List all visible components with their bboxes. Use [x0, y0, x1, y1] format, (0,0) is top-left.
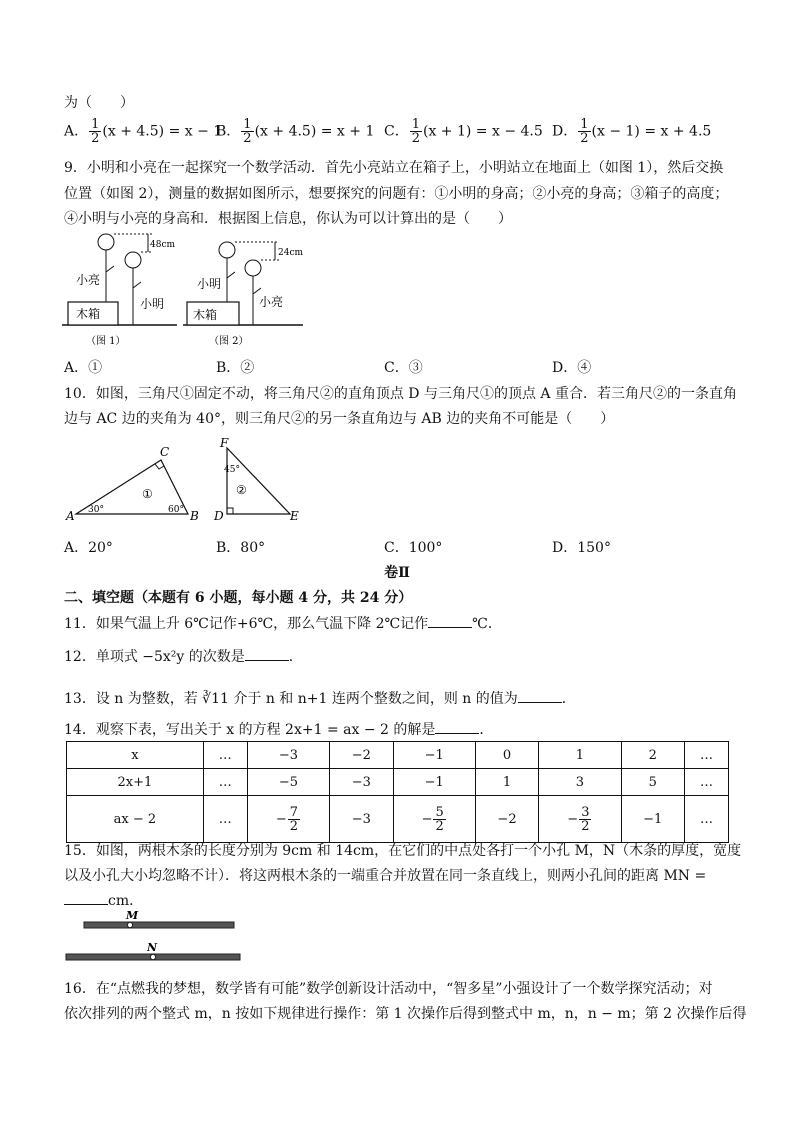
q14-suffix: ． — [479, 722, 494, 738]
q15-stem-line2: 以及小孔大小均忽略不计）．将这两根木条的一端重合并放置在同一条直线上，则两小孔间的距离 MN = — [64, 868, 707, 884]
q14 — [64, 719, 493, 739]
table-row — [67, 742, 729, 769]
option-letter: C． — [384, 123, 409, 140]
label-n: N — [147, 941, 158, 954]
head-ground — [125, 252, 141, 268]
q12-suffix: ． — [288, 649, 303, 665]
table-cell: 2 — [621, 742, 684, 769]
arm-top — [227, 272, 235, 278]
fraction: $\frac{1}{2}$ — [411, 117, 420, 146]
table-row — [67, 769, 729, 796]
q11 — [64, 613, 502, 633]
arm-ground — [133, 282, 141, 288]
label-ground-person: 小亮 — [259, 295, 284, 309]
table-cell: ax − 2 — [67, 796, 204, 843]
fraction: $\frac{1}{2}$ — [243, 117, 252, 146]
table-cell: 1 — [539, 742, 621, 769]
answer-blank[interactable] — [428, 615, 472, 628]
option-expression: (x − 1) = x + 4.5 — [591, 123, 712, 140]
q11-text: 11．如果气温上升 6℃记作+6℃，那么气温下降 2℃记作 — [64, 616, 429, 632]
arm-top — [106, 266, 114, 272]
caption: （图 1） — [86, 336, 126, 347]
table-cell: … — [684, 742, 728, 769]
label-top-person: 小亮 — [76, 273, 101, 287]
answer-blank[interactable] — [245, 648, 289, 661]
q8-option-a[interactable] — [64, 118, 222, 145]
q10-option-c[interactable]: C．100° — [384, 540, 443, 556]
hole-m — [127, 922, 132, 927]
q12-text: 12．单项式 −5x²y 的次数是 — [64, 649, 245, 665]
q15-figure — [64, 910, 264, 970]
fraction: $\frac{3}{2}$ — [581, 804, 590, 834]
q9-option-c[interactable]: C．③ — [384, 360, 423, 376]
table-cell: … — [203, 769, 247, 796]
table-cell: 0 — [475, 742, 538, 769]
q9-figure-2 — [183, 238, 303, 350]
q16-stem-line1: 16．在“点燃我的梦想，数学皆有可能”数学创新设计活动中，“智多星”小强设计了一个数学探究活动；对 — [64, 981, 713, 997]
fraction: $\frac{7}{2}$ — [289, 804, 299, 834]
section-heading: 二、填空题（本题有 6 小题，每小题 4 分，共 24 分） — [64, 590, 413, 606]
q13-suffix: ． — [561, 691, 576, 707]
answer-blank[interactable] — [435, 721, 479, 734]
q15-stem-line1: 15．如图，两根木条的长度分别为 9cm 和 14cm，在它们的中点处各打一个小孔 M，N（木条的厚度，宽度 — [64, 843, 742, 859]
table-cell: … — [203, 742, 247, 769]
q10-option-a[interactable]: A．20° — [64, 540, 113, 556]
head-top — [219, 242, 235, 258]
table-cell: −1 — [393, 769, 475, 796]
table-cell: −2 — [475, 796, 538, 843]
option-letter: A． — [64, 123, 89, 140]
table-cell: x — [67, 742, 204, 769]
table-cell: −3 — [330, 796, 393, 843]
vertex-b: B — [190, 509, 199, 523]
table-cell: 5 — [621, 769, 684, 796]
q13 — [64, 688, 576, 708]
q8-continuation: 为（ ） — [64, 95, 134, 111]
label-ground-person: 小明 — [140, 297, 165, 311]
vertex-c: C — [160, 445, 170, 459]
fraction: $\frac{5}{2}$ — [435, 804, 444, 834]
vertex-a: A — [66, 509, 75, 523]
table-cell: −1 — [393, 742, 475, 769]
q10-stem-line2: 边与 AC 边的夹角为 40°，则三角尺②的另一条直角边与 AB 边的夹角不可能是（ ） — [64, 411, 615, 427]
q10-figure — [64, 438, 314, 528]
vertex-f: F — [220, 438, 229, 450]
q8-option-b[interactable] — [216, 118, 374, 145]
q13-text: 13．设 n 为整数，若 ∛11 介于 n 和 n+1 连两个整数之间，则 n 的值为 — [64, 691, 518, 707]
triangle-2 — [227, 448, 290, 514]
q14-table — [66, 741, 729, 843]
triangle-2-mark: ② — [236, 483, 247, 497]
q15-stem-line3 — [64, 890, 143, 910]
table-cell: 3 — [539, 769, 621, 796]
label-box: 木箱 — [76, 307, 101, 321]
label-top-person: 小明 — [197, 277, 222, 291]
table-cell: −3 — [330, 769, 393, 796]
angle-b-label: 60° — [168, 505, 184, 515]
arm-ground — [253, 288, 261, 294]
table-cell: −3 — [247, 742, 329, 769]
q9-option-a[interactable]: A．① — [64, 360, 103, 376]
label-box: 木箱 — [193, 308, 218, 322]
table-cell: − $\frac{3}{2}$ — [539, 796, 621, 843]
head-ground — [245, 260, 261, 276]
q9-stem-line3: ④小明与小亮的身高和．根据图上信息，你认为可以计算出的是（ ） — [64, 211, 512, 227]
q15-suffix: cm． — [108, 893, 144, 909]
table-cell: − $\frac{5}{2}$ — [393, 796, 475, 843]
volume-heading: 卷Ⅱ — [384, 565, 410, 581]
table-cell: −5 — [247, 769, 329, 796]
table-cell: 2x+1 — [67, 769, 204, 796]
table-row — [67, 796, 729, 843]
option-expression: (x + 1) = x − 4.5 — [423, 123, 543, 140]
option-expression: (x + 4.5) = x − 1 — [102, 123, 223, 140]
angle-f-label: 45° — [224, 465, 240, 475]
measure-label: 24cm — [278, 248, 303, 258]
angle-a-label: 30° — [88, 505, 104, 515]
table-cell: 1 — [475, 769, 538, 796]
q12 — [64, 646, 303, 666]
option-letter: B． — [216, 123, 241, 140]
q8-option-c[interactable] — [384, 118, 543, 145]
fraction: $\frac{1}{2}$ — [580, 117, 589, 146]
stick-short — [84, 922, 234, 928]
triangle-1-mark: ① — [142, 487, 153, 501]
table-cell: −2 — [330, 742, 393, 769]
q9-option-d[interactable]: D．④ — [552, 360, 592, 376]
vertex-d: D — [214, 509, 224, 523]
table-cell: … — [203, 796, 247, 843]
answer-blank[interactable] — [518, 690, 562, 703]
table-cell: − $\frac{7}{2}$ — [247, 796, 329, 843]
q9-stem-line1: 9．小明和小亮在一起探究一个数学活动．首先小亮站立在箱子上，小明站立在地面上（如图 1），然后交换 — [64, 160, 724, 176]
q10-option-d[interactable]: D．150° — [552, 540, 611, 556]
table-cell: … — [684, 769, 728, 796]
q10-option-b[interactable]: B．80° — [216, 540, 266, 556]
q9-stem-line2: 位置（如图 2），测量的数据如图所示，想要探究的问题有：①小明的身高；②小亮的身高；③箱子的高度； — [64, 186, 729, 202]
measure-label: 48cm — [150, 240, 176, 250]
table-cell: … — [684, 796, 728, 843]
table-cell: −1 — [621, 796, 684, 843]
q16-stem-line2: 依次排列的两个整式 m，n 按如下规律进行操作：第 1 次操作后得到整式中 m，n，n − m；第 2 次操作后得 — [64, 1006, 747, 1022]
q9-option-b[interactable]: B．② — [216, 360, 255, 376]
q14-text: 14．观察下表，写出关于 x 的方程 2x+1 = ax − 2 的解是 — [64, 722, 436, 738]
option-letter: D． — [552, 123, 578, 140]
q8-option-d[interactable] — [552, 118, 711, 145]
q11-suffix: ℃． — [472, 616, 502, 632]
vertex-e: E — [290, 509, 299, 523]
q10-stem-line1: 10．如图，三角尺①固定不动，将三角尺②的直角顶点 D 与三角尺①的顶点 A 重合．若三角尺②的一条直角 — [64, 386, 737, 402]
answer-blank[interactable] — [64, 892, 108, 905]
fraction: $\frac{1}{2}$ — [91, 117, 100, 146]
label-m: M — [126, 910, 139, 922]
caption: （图 2） — [209, 336, 249, 347]
q9-figure-1 — [62, 230, 177, 350]
option-expression: (x + 4.5) = x + 1 — [254, 123, 375, 140]
head-top — [98, 234, 114, 250]
hole-n — [150, 954, 155, 959]
